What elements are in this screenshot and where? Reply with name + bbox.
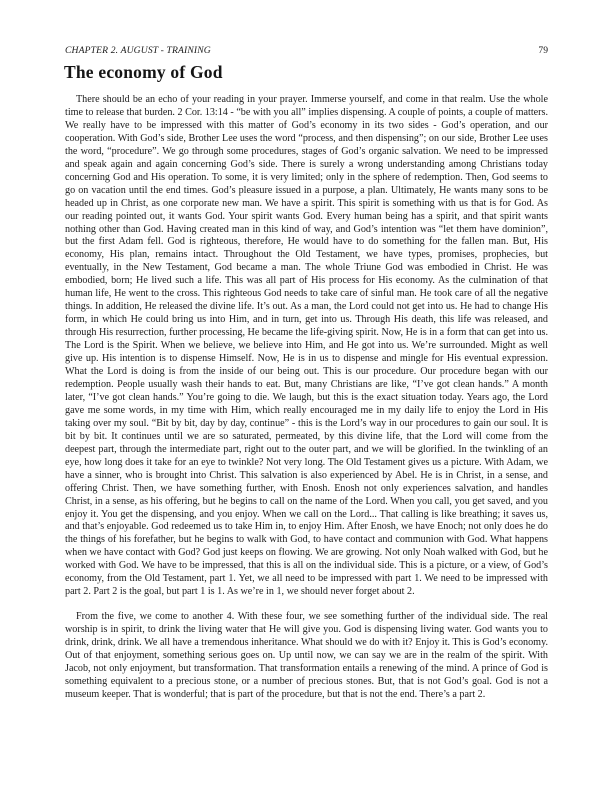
paragraph-1: There should be an echo of your reading in your prayer. Immerse yourself, and come in that realm. Use the whole time to release that burden. 2 Cor. 13:14 - “be with you all” implies dispensing. A couple of points, a couple of matters. We really have to be impressed with this matter of God’s economy in its two sides - God’s operation, and our cooperation. With God’s side, Brother Lee uses the word “process, and then dispensing”; on our side, Brother Lee uses the word, “procedure”. We go through some procedures, stages of God’s organic salvation. We need to be impressed and speak again and again concerning God’s side. There is surely a wrong understanding among Christians today concerning God and His operation. To some, it is very limited; only in the sphere of redemption. Then, God seems to go on vacation until the end times. God’s pleasure issued in a purpose, a plan. Ultimately, He wants many sons to be headed up in Christ, as one corporate new man. We have a spirit. This spirit is something with us that is for God. As our reading pointed out, it wants God. Your spirit wants God. Every human being has a spirit, and that spirit wants nothing other than God. Having created man in this kind of way, and God’s intention was “let them have dominion”, but the first Adam fell. God is righteous, therefore, He would have to do something for the fallen man. But, His economy, His plan, remains intact. Throughout the Old Testament, we have types, promises, prophecies, but eventually, in the New Testament, God became a man. The whole Triune God was embodied in Christ. He was embodied, born; He lived such a life. This was all part of His process for His economy. As the culmination of that human life, He went to the cross. This righteous God needs to take care of sinful man. He took care of all the negative things. In addition, He released the divine life. It’s out. As a man, the Lord could not get into us. He had to change His form, in which He could bring us into Him, and in turn, get into us. Through His death, this life was released, and through His resurrection, further processing, He became the life-giving spirit. Now, He is in a form that can get into us. The Lord is the Spirit. When we believe, we believe into Him, and He got into us. We’re surrounded. Might as well give up. His intention is to dispense Himself. Now, He is in us to dispense and mingle for His eventual expression. What the Lord is doing is from the inside of our being out. This is our procedure. Our procedure began with our redemption. People usually wash their hands to eat. But, many Christians are like, “I’ve got clean hands.” A month later, “I’ve got clean hands.” You’re going to die. We laugh, but this is the exact situation today. Years ago, the Lord gave me some words, in my time with Him, which really encouraged me in my daily life to enjoy the Lord in His taking over my soul. “Bit by bit, day by day, continue” - this is the Lord’s way in our procedures to gain our soul. It is bit by bit. It continues until we are so saturated, permeated, by this divine life, that the Lord will come from the deepest part, through the intermediate part, right out to the outer part, and we will be glorified. In the twinkling of an eye, how long does it take for an eye to twinkle? Not very long. The Old Testament gives us a picture. With Adam, we have a sinner, who is brought into Christ. This salvation is also experienced by Abel. He is in Christ, in a sense, and offering Christ. Then, we have something further, with Enosh. Enosh not only experiences salvation, and handles Christ, in a sense, as his offering, but he begins to call on the name of the Lord. When you call, you get saved, and you enjoy it. You get the dispensing, and you enjoy. When we call on the Lord... That calling is like breathing; it saves us, and that’s enjoyable. God redeemed us to take Him in, to enjoy Him. After Enosh, we have Enoch; not only does he do the things of his forefather, but he begins to walk with God, to have contact and communion with God. What happens when we have contact with God? God just keeps on flowing. We are growing. Not only Noah walked with God, but he worked with God. We have to be impressed, that this is all on the individual side. This is a picture, or a view, of God’s economy, from the Old Testament, part 1. Yet, we all need to be impressed with part 1. We need to be impressed with part 2. Part 2 is the goal, but part 1 is 1. As we’re in 1, we should never forget about 2.: [65, 94, 548, 598]
running-header: [65, 45, 548, 56]
paragraph-2: From the five, we come to another 4. With these four, we see something further of the individual side. The real worship is in spirit, to drink the living water that He will give you. God is dispensing living water. God wants you to drink, drink, drink. We all have a tremendous inheritance. What should we do with it? Enjoy it. This is God’s economy. Out of that enjoyment, something serious goes on. Up until now, we can say we are in the realm of the spirit. With Jacob, not only enjoyment, but transformation. That transformation entails a renewing of the mind. A prince of God is something equivalent to a precious stone, or a number of precious stones. But, that is not God’s goal. God is not a museum keeper. That is wonderful; that is part of the procedure, but that is not the end. There’s a part 2.: [65, 611, 548, 700]
page-number: 79: [538, 45, 548, 56]
body-text: [65, 94, 548, 702]
chapter-heading: CHAPTER 2. AUGUST - TRAINING: [65, 45, 211, 56]
section-title: The economy of God: [64, 62, 223, 82]
